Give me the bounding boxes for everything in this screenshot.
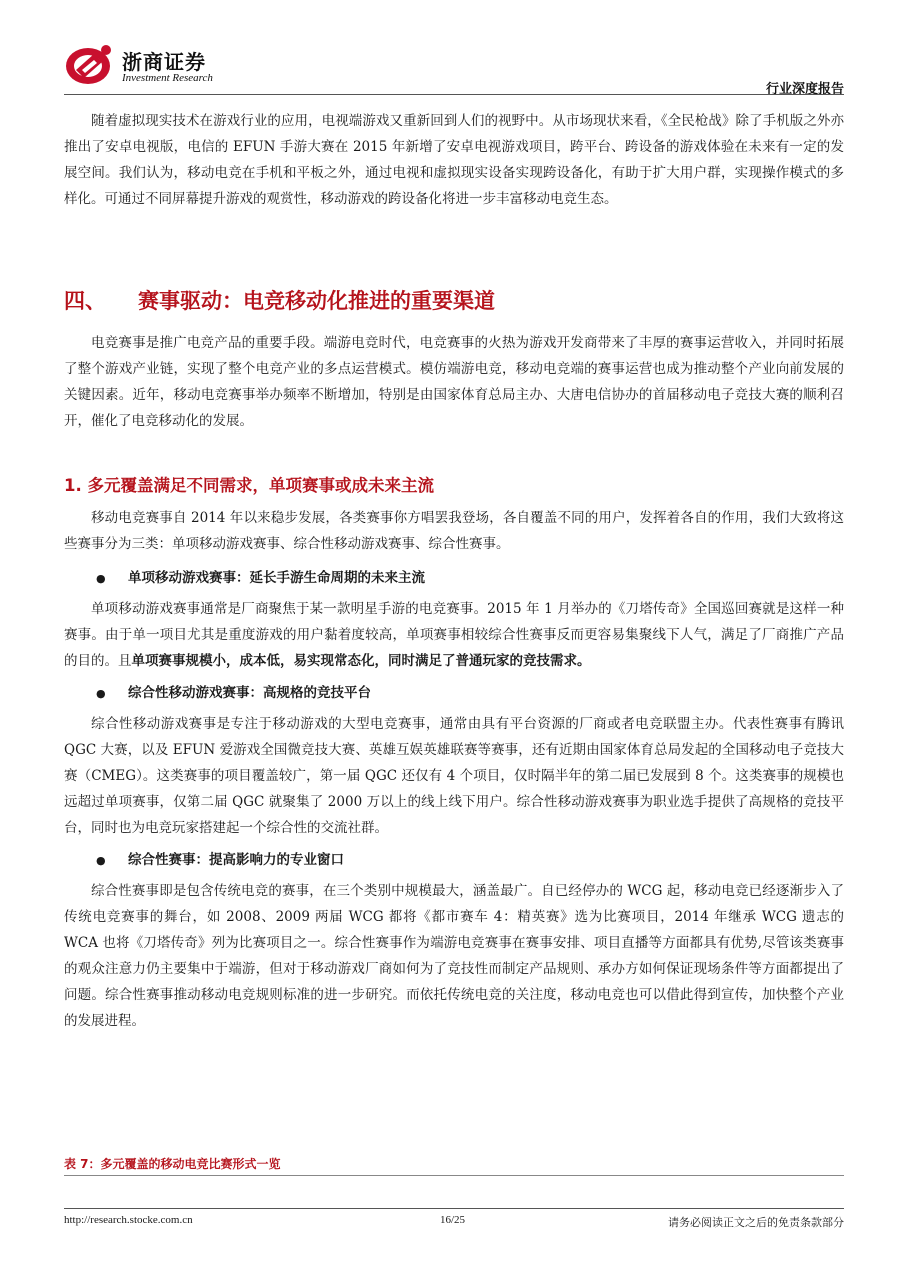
bullet-heading: [96, 847, 836, 874]
footer-disclaimer: 请务必阅读正文之后的免责条款部分: [668, 1216, 844, 1229]
section-number: 四、: [64, 289, 106, 313]
report-type: 行业深度报告: [765, 82, 844, 97]
footer-url[interactable]: http://research.stocke.com.cn: [64, 1214, 193, 1226]
section-title: 赛事驱动：电竞移动化推进的重要渠道: [138, 289, 495, 313]
bullet-paragraph: [64, 596, 844, 674]
bullet-dot-icon: ●: [96, 854, 106, 867]
bullet-emphasis-text: 单项赛事规模小，成本低，易实现常态化，同时满足了普通玩家的竞技需求。: [131, 653, 591, 669]
bullet-paragraph: 综合性赛事即是包含传统电竞的赛事，在三个类别中规模最大，涵盖最广。自已经停办的 WCG 起，移动电竞已经逐渐步入了传统电竞赛事的舞台，如 2008、2009 两届 WCG 都将《都市赛车 4：精英赛》选为比赛项目，2014 年继承 WCG 遗志的 WCA 也将《刀塔传奇》列为比赛项目之一。综合性赛事作为端游电竞赛事在赛事安排、项目直播等方面都具有优势,尽管该类赛事的观众注意力仍主要集中于端游，但对于移动游戏厂商如何为了竞技性而制定产品规则、承办方如何保证现场条件等方面都提出了问题。综合性赛事推动移动电竞规则标准的进一步研究。而依托传统电竞的关注度，移动电竞也可以借此得到宣传，加快整个产业的发展进程。: [64, 883, 844, 1029]
bullet-dot-icon: ●: [96, 687, 106, 700]
page-header: [64, 40, 844, 97]
brand-name-en: Investment Research: [122, 72, 213, 84]
intro-paragraph: 随着虚拟现实技术在游戏行业的应用，电视端游戏又重新回到人们的视野中。从市场现状来看，《全民枪战》除了手机版之外亦推出了安卓电视版，电信的 EFUN 手游大赛在 2015 年新增了安卓电视游戏项目，跨平台、跨设备的游戏体验在未来有一定的发展空间。我们认为，移动电竞在手机和平板之外，通过电视和虚拟现实设备实现跨设备化，有助于扩大用户群，实现操作模式的多样化。可通过不同屏幕提升游戏的观赏性，移动游戏的跨设备化将进一步丰富移动电竞生态。: [64, 113, 844, 207]
bullet-body-text: 单项移动游戏赛事通常是厂商聚焦于某一款明星手游的电竞赛事。2015 年 1 月举办的《刀塔传奇》全国巡回赛就是这样一种赛事。由于单一项目尤其是重度游戏的用户黏着度较高，单项赛事相较综合性赛事反而更容易集聚线下人气，满足了厂商推广产品的目的。且: [64, 601, 844, 669]
page-number: 16/25: [440, 1214, 466, 1226]
bullet-heading-text: 单项移动游戏赛事：延长手游生命周期的未来主流: [128, 570, 425, 586]
bullet-heading: [96, 680, 836, 707]
section-paragraph: 电竞赛事是推广电竞产品的重要手段。端游电竞时代，电竞赛事的火热为游戏开发商带来了丰厚的赛事运营收入，并同时拓展了整个游戏产业链，实现了整个电竞产业的多点运营模式。模仿端游电竞，移动电竞端的赛事运营也成为推动整个产业向前发展的关键因素。近年，移动电竞赛事举办频率不断增加，特别是由国家体育总局主办、大唐电信协办的首届移动电子竞技大赛的顺利召开，催化了电竞移动化的发展。: [64, 335, 844, 429]
bullet-paragraph: 综合性移动游戏赛事是专注于移动游戏的大型电竞赛事，通常由具有平台资源的厂商或者电竞联盟主办。代表性赛事有腾讯 QGC 大赛，以及 EFUN 爱游戏全国微竞技大赛、英雄互娱英雄联赛等赛事，还有近期由国家体育总局发起的全国移动电子竞技大赛（CMEG）。这类赛事的项目覆盖较广，第一届 QGC 还仅有 4 个项目，仅时隔半年的第二届已发展到 8 个。这类赛事的规模也远超过单项赛事，仅第二届 QGC 就聚集了 2000 万以上的线上线下用户。综合性移动游戏赛事为职业选手提供了高规格的竞技平台，同时也为电竞玩家搭建起一个综合性的交流社群。: [64, 716, 844, 836]
bullet-heading: [96, 565, 836, 592]
brand-name-cn: 浙商证券: [122, 50, 206, 74]
bullet-dot-icon: ●: [96, 572, 106, 585]
table-top-rule: [64, 1175, 844, 1176]
bullet-heading-text: 综合性移动游戏赛事：高规格的竞技平台: [128, 685, 371, 701]
section-heading: [64, 285, 844, 315]
subsection-paragraph: 移动电竞赛事自 2014 年以来稳步发展，各类赛事你方唱罢我登场，各自覆盖不同的用户，发挥着各自的作用，我们大致将这些赛事分为三类：单项移动游戏赛事、综合性移动游戏赛事、综合性赛事。: [64, 510, 844, 552]
subsection-heading: 1. 多元覆盖满足不同需求，单项赛事或成未来主流: [64, 476, 434, 495]
header-divider: [64, 94, 844, 95]
brand-logo-icon: [64, 40, 116, 88]
bullet-heading-text: 综合性赛事：提高影响力的专业窗口: [128, 852, 344, 868]
table-caption: 表 7：多元覆盖的移动电竞比赛形式一览: [64, 1157, 281, 1171]
footer-divider: [64, 1208, 844, 1209]
